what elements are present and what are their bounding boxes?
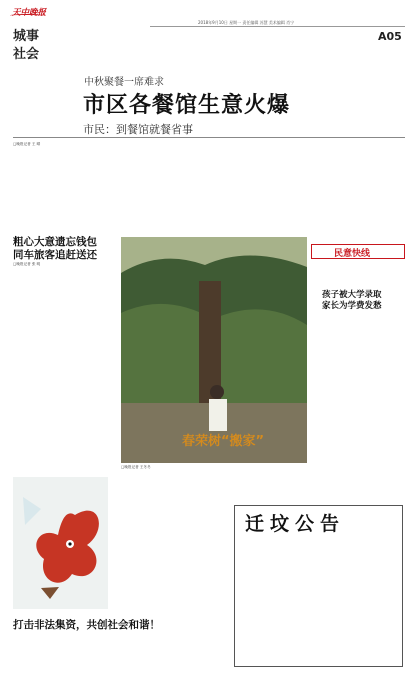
cartoon-drawing <box>13 477 108 609</box>
dateline: 2018年9月10日 星期一 责任编辑 苏慧 美术编辑 肖宁 <box>198 20 295 25</box>
headline-subhead: 市民：到餐馆就餐省事 <box>83 123 193 136</box>
column-logo <box>311 244 405 259</box>
cartoon-caption: 打击非法集资，共创社会和谐！ <box>13 619 160 631</box>
page-number: A05 <box>378 30 402 43</box>
photo-caption: □晚报记者 王冬冬 <box>121 465 151 469</box>
logo-swash <box>10 14 44 17</box>
story2-byline: □晚报记者 张 明 <box>13 262 41 266</box>
story2-column <box>13 262 101 494</box>
photo-overlay-title: 春荣树“搬家” <box>182 434 265 449</box>
right-story-title: 孩子被大学录取 家长为学费发愁 <box>322 290 382 311</box>
headline-rule <box>13 137 405 138</box>
notice-title: 迁坟公告 <box>245 513 346 535</box>
column-logo-text: 民意快线 <box>334 249 371 259</box>
top-rule <box>150 26 405 27</box>
editorial-cartoon <box>13 477 108 609</box>
main-byline: □晚报记者 王 晴 <box>13 142 41 146</box>
headline-kicker: 中秋聚餐一席难求 <box>84 77 164 88</box>
main-story-column-1 <box>13 142 101 230</box>
page-headline: 市区各餐馆生意火爆 <box>83 93 291 118</box>
newspaper-logo: 天中晚报 <box>12 8 47 18</box>
story2-title: 粗心大意遗忘钱包 同车旅客追赶送还 <box>13 236 97 261</box>
section-label: 城事 社会 <box>13 29 40 62</box>
